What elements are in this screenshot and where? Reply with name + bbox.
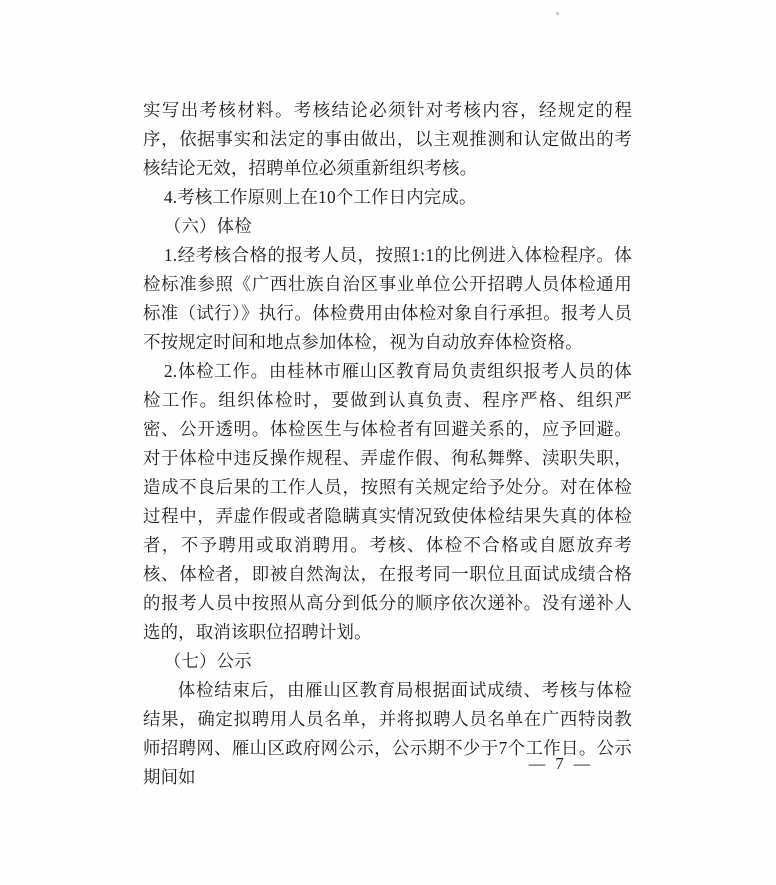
paragraph-7: 体检结束后，由雁山区教育局根据面试成绩、考核与体检结果，确定拟聘用人员名单，并将拟聘人员名单在广西特岗教师招聘网、雁山区政府网公示，公示期不少于7个工作日。公示期间如 (143, 680, 632, 787)
paragraph-6: （七）公示 (163, 651, 252, 671)
page-number: — 7 — (528, 754, 594, 773)
paragraph-5: 2.体检工作。由桂林市雁山区教育局负责组织报考人员的体检工作。组织体检时，要做到认真负责、程序严格、组织严密、公开透明。体检医生与体检者有回避关系的，应予回避。对于体检中违反操作规程、弄虚作假、徇私舞弊、渎职失职，造成不良后果的工作人员，按照有关规定给予处分。对在体检过程中，弄虚作假或者隐瞒真实情况致使体检结果失真的体检者，不予聘用或取消聘用。考核、体检不合格或自愿放弃考核、体检者，即被自然淘汰，在报考同一职位且面试成绩合格的报考人员中按照从高分到低分的顺序依次递补。没有递补人选的，取消该职位招聘计划。 (143, 361, 632, 642)
paragraph-2: 4.考核工作原则上在10个工作日内完成。 (163, 187, 477, 207)
paragraph-3: （六）体检 (163, 216, 252, 236)
document-body (143, 96, 632, 792)
paragraph-4: 1.经考核合格的报考人员，按照1:1的比例进入体检程序。体检标准参照《广西壮族自治区事业单位公开招聘人员体检通用标准（试行）》执行。体检费用由体检对象自行承担。报考人员不按规定时间和地点参加体检，视为自动放弃体检资格。 (143, 245, 632, 352)
scan-artifact (556, 12, 559, 15)
paragraph-1: 实写出考核材料。考核结论必须针对考核内容，经规定的程序，依据事实和法定的事由做出，以主观推测和认定做出的考核结论无效，招聘单位必须重新组织考核。 (143, 100, 632, 178)
